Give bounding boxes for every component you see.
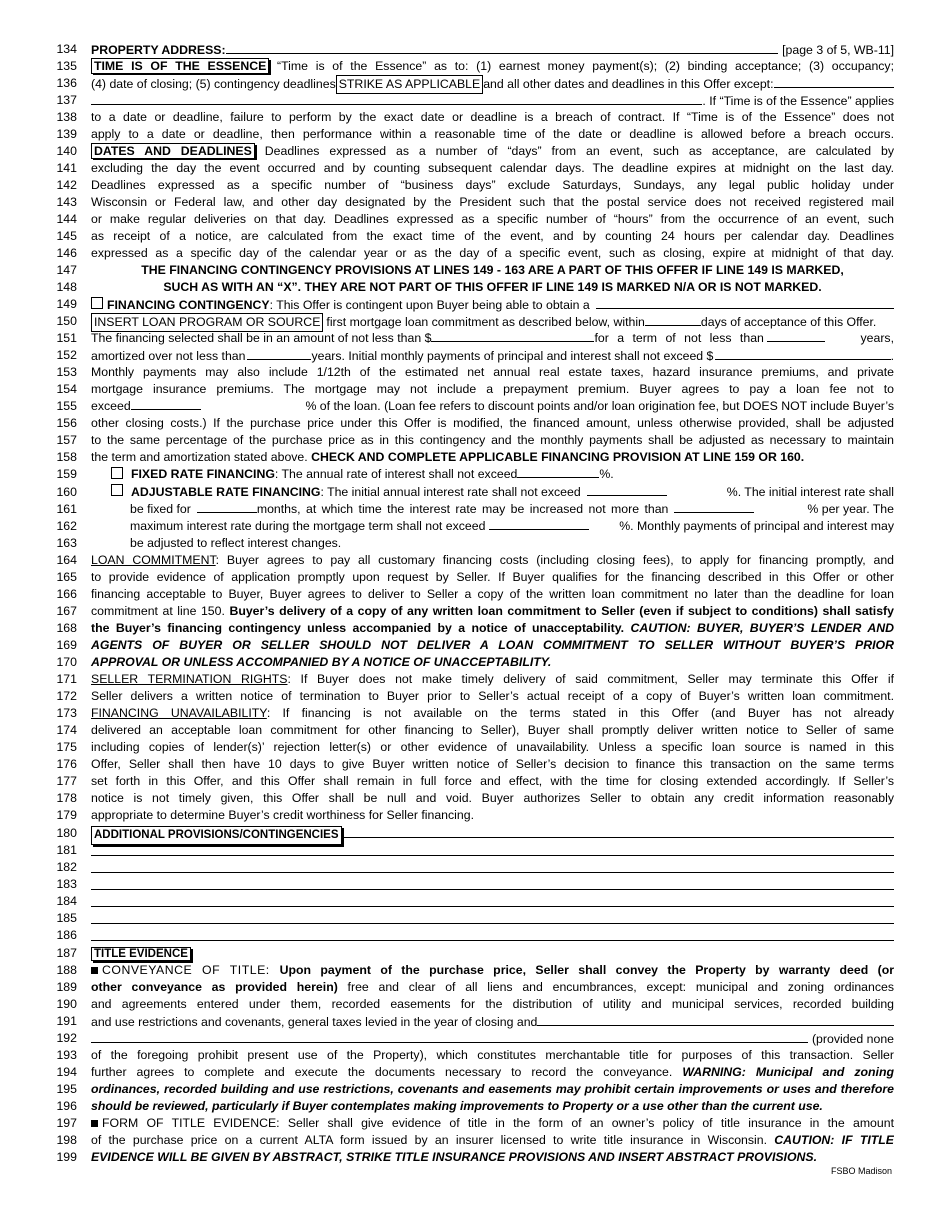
line-text: days of acceptance of this Offer. xyxy=(700,315,877,329)
line-148 xyxy=(55,279,894,296)
line-166 xyxy=(55,586,894,603)
footer-label: FSBO Madison xyxy=(830,1166,892,1176)
line-143 xyxy=(55,194,894,211)
line-151 xyxy=(55,330,894,347)
line-number: 194 xyxy=(56,1065,77,1079)
line-text: to the same percentage of the purchase price as in this contingency and the monthly payments shall be adjusted as necessary to maintain xyxy=(91,433,894,447)
line-text: of the purchase price on a current ALTA form issued by an insurer licensed to write title insurance in Wisconsin. xyxy=(91,1133,775,1147)
toe-exceptions-field-cont[interactable] xyxy=(91,92,702,105)
line-text: appropriate to determine Buyer’s credit worthiness for Seller financing. xyxy=(91,808,474,822)
line-number: 140 xyxy=(56,144,77,158)
line-text: % per year. The xyxy=(807,502,894,516)
provisions-blank-line[interactable] xyxy=(91,910,894,924)
line-text: to a date or deadline, failure to perform by the exact date or deadline is a breach of contract. If “Time is of the Essence” does not xyxy=(91,110,894,124)
fixed-months-field[interactable] xyxy=(197,501,257,513)
line-number: 164 xyxy=(56,553,77,567)
insert-loan-program-box: INSERT LOAN PROGRAM OR SOURCE xyxy=(91,313,323,332)
line-179 xyxy=(55,807,894,824)
line-text: be adjusted to reflect interest changes. xyxy=(130,536,342,550)
caution-text: AGENTS OF BUYER OR SELLER SHOULD NOT DELIVER A LOAN COMMITMENT TO SELLER WITHOUT BUYER’S PRIOR xyxy=(91,638,894,652)
line-number: 187 xyxy=(56,946,77,960)
line-number: 143 xyxy=(56,195,77,209)
line-text: notice is not timely given, this Offer shall be null and void. Buyer authorizes Seller to obtain any credit information reasonably xyxy=(91,791,894,805)
line-text: months, at which time the interest rate may be increased not more than xyxy=(256,502,669,516)
caution-text: EVIDENCE WILL BE GIVEN BY ABSTRACT, STRIKE TITLE INSURANCE PROVISIONS AND INSERT ABSTRACT PROVISIONS. xyxy=(91,1150,818,1164)
line-text: and use restrictions and covenants, general taxes levied in the year of closing and xyxy=(91,1015,538,1029)
line-number: 135 xyxy=(56,59,77,73)
line-number: 160 xyxy=(56,485,77,499)
line-text: apply to a date or deadline, then performance within a reasonable time of the date or deadline is allowed before a breach occurs. xyxy=(91,127,894,141)
line-169 xyxy=(55,637,894,654)
line-170 xyxy=(55,654,894,671)
line-165 xyxy=(55,569,894,586)
line-139 xyxy=(55,126,894,143)
provisions-blank-line[interactable] xyxy=(91,893,894,907)
line-text: free and clear of all liens and encumbrances, except: municipal and zoning ordinances xyxy=(337,980,894,994)
provisions-blank-line[interactable] xyxy=(91,842,894,856)
fixed-rate-field[interactable] xyxy=(517,466,599,478)
line-number: 163 xyxy=(56,536,77,550)
line-number: 198 xyxy=(56,1133,77,1147)
line-number: 159 xyxy=(56,467,77,481)
line-text: Deadlines expressed as a number of “days” from an event, such as acceptance, are calculated by xyxy=(254,144,894,158)
line-178 xyxy=(55,790,894,807)
fixed-rate-label: FIXED RATE FINANCING xyxy=(131,467,275,481)
line-text: “Time is of the Essence” as to: (1) earnest money payment(s); (2) binding acceptance; (3) occupancy; xyxy=(269,59,894,73)
property-address-label: PROPERTY ADDRESS: xyxy=(91,43,226,57)
line-text: %. xyxy=(599,467,614,481)
line-number: 157 xyxy=(56,433,77,447)
line-184 xyxy=(55,893,894,910)
line-number: 176 xyxy=(56,757,77,771)
line-145 xyxy=(55,228,894,245)
line-number: 149 xyxy=(56,297,77,311)
line-number: 185 xyxy=(56,911,77,925)
line-text: : The initial annual interest rate shall not exceed xyxy=(320,485,581,499)
line-text: Deadlines expressed as a specific number of “business days” exclude Saturdays, Sundays, any legal public holiday under xyxy=(91,178,894,192)
line-number: 151 xyxy=(56,331,77,345)
line-154 xyxy=(55,381,894,398)
line-number: 141 xyxy=(56,161,77,175)
line-196 xyxy=(55,1098,894,1115)
line-number: 137 xyxy=(56,93,77,107)
loan-commitment-heading: LOAN COMMITMENT xyxy=(91,553,216,567)
line-191 xyxy=(55,1013,894,1030)
line-number: 166 xyxy=(56,587,77,601)
line-text: The financing selected shall be in an amount of not less than $ xyxy=(91,331,432,345)
title-exceptions-field-cont[interactable] xyxy=(91,1030,808,1043)
toe-exceptions-field[interactable] xyxy=(774,75,894,88)
line-140 xyxy=(55,143,894,160)
line-167 xyxy=(55,603,894,620)
line-text: commitment at line 150. xyxy=(91,604,230,618)
line-text: the term and amortization stated above. xyxy=(91,450,312,464)
warning-text: WARNING: Municipal and zoning xyxy=(682,1065,894,1079)
line-number: 154 xyxy=(56,382,77,396)
line-138 xyxy=(55,109,894,126)
warning-text: should be reviewed, particularly if Buyer contemplates making improvements to Property or a use other than the current use. xyxy=(91,1099,823,1113)
line-157 xyxy=(55,432,894,449)
line-number: 136 xyxy=(56,76,77,90)
line-number: 195 xyxy=(56,1082,77,1096)
amortization-field[interactable] xyxy=(247,348,311,360)
line-number: 178 xyxy=(56,791,77,805)
line-number: 156 xyxy=(56,416,77,430)
line-number: 153 xyxy=(56,365,77,379)
line-number: 148 xyxy=(56,280,77,294)
days-commitment-field[interactable] xyxy=(645,314,701,326)
line-149 xyxy=(55,296,894,313)
initial-rate-field[interactable] xyxy=(587,484,667,496)
line-168 xyxy=(55,620,894,637)
line-162 xyxy=(55,518,894,535)
line-198 xyxy=(55,1132,894,1149)
line-number: 186 xyxy=(56,928,77,942)
conveyance-label: CONVEYANCE OF TITLE: xyxy=(102,963,280,977)
line-136 xyxy=(55,75,894,92)
line-171 xyxy=(55,671,894,688)
line-194 xyxy=(55,1064,894,1081)
line-text: amortized over not less than xyxy=(91,349,246,363)
line-156 xyxy=(55,415,894,432)
line-text: (provided none xyxy=(811,1032,894,1046)
line-147 xyxy=(55,262,894,279)
financing-notice-line2: SUCH AS WITH AN “X”. THEY ARE NOT PART OF THIS OFFER IF LINE 149 IS MARKED N/A OR IS NOT MARKED. xyxy=(163,280,822,294)
line-195 xyxy=(55,1081,894,1098)
title-exceptions-field[interactable] xyxy=(537,1013,894,1026)
line-197 xyxy=(55,1115,894,1132)
line-158 xyxy=(55,449,894,466)
line-text: set forth in this Offer, and this Offer shall remain in full force and effect, with the time for closing extended accordingly. If Seller’s xyxy=(91,774,894,788)
line-150 xyxy=(55,313,894,330)
title-evidence-heading: TITLE EVIDENCE xyxy=(91,947,191,961)
line-number: 155 xyxy=(56,399,77,413)
monthly-payment-field[interactable] xyxy=(715,347,890,360)
property-address-field[interactable] xyxy=(226,41,779,54)
line-text: including copies of lender(s)’ rejection letter(s) or other evidence of unavailability. Unless a specific loan source is named in this xyxy=(91,740,894,754)
line-number: 142 xyxy=(56,178,77,192)
line-number: 191 xyxy=(56,1014,77,1028)
line-text: years. Initial monthly payments of principal and interest shall not exceed $ xyxy=(311,349,714,363)
financing-notice-line1: THE FINANCING CONTINGENCY PROVISIONS AT LINES 149 - 163 ARE A PART OF THIS OFFER IF LINE 149 IS MARKED, xyxy=(141,263,844,277)
seller-termination-heading: SELLER TERMINATION RIGHTS xyxy=(91,672,288,686)
line-190 xyxy=(55,996,894,1013)
line-141 xyxy=(55,160,894,177)
line-183 xyxy=(55,876,894,893)
caution-text: CAUTION: IF TITLE xyxy=(774,1133,894,1147)
line-number: 134 xyxy=(56,42,77,56)
line-text: : The annual rate of interest shall not exceed xyxy=(274,467,518,481)
caution-text: APPROVAL OR UNLESS ACCOMPANIED BY A NOTICE OF UNACCEPTABILITY. xyxy=(91,655,552,669)
fixed-rate-checkbox[interactable] xyxy=(111,467,123,479)
line-192 xyxy=(55,1030,894,1047)
line-number: 138 xyxy=(56,110,77,124)
line-144 xyxy=(55,211,894,228)
line-number: 161 xyxy=(56,502,77,516)
line-199 xyxy=(55,1149,894,1166)
loan-fee-field[interactable] xyxy=(131,398,201,410)
line-text: . xyxy=(890,349,894,363)
line-159 xyxy=(55,466,894,483)
line-text: : If financing is not available on the terms stated in this Offer (and Buyer has not already xyxy=(266,706,894,720)
page-reference: [page 3 of 5, WB-11] xyxy=(782,43,894,57)
line-number: 196 xyxy=(56,1099,77,1113)
additional-provisions-heading: ADDITIONAL PROVISIONS/CONTINGENCIES xyxy=(91,826,342,845)
line-number: 139 xyxy=(56,127,77,141)
line-number: 170 xyxy=(56,655,77,669)
line-text: Seller delivers a written notice of termination to Buyer prior to Seller’s actual receipt of a copy of Buyer’s written loan commitment. xyxy=(91,689,894,703)
line-188 xyxy=(55,962,894,979)
line-number: 152 xyxy=(56,348,77,362)
line-number: 174 xyxy=(56,723,77,737)
line-number: 184 xyxy=(56,894,77,908)
line-number: 197 xyxy=(56,1116,77,1130)
adjustable-rate-checkbox[interactable] xyxy=(111,484,123,496)
line-180 xyxy=(55,825,894,842)
line-text: as receipt of a notice, are calculated from the exact time of the event, and by counting 24 hours per calendar day. Deadlines xyxy=(91,229,894,243)
line-181 xyxy=(55,842,894,859)
line-160 xyxy=(55,484,894,501)
line-text: years, xyxy=(860,331,894,345)
line-text: the Buyer’s financing contingency unless accompanied by a notice of unacceptability. xyxy=(91,621,631,635)
line-number: 181 xyxy=(56,843,77,857)
line-text: and all other dates and deadlines in this Offer except: xyxy=(483,77,774,91)
rate-increase-field[interactable] xyxy=(674,501,754,513)
line-number: 193 xyxy=(56,1048,77,1062)
line-number: 169 xyxy=(56,638,77,652)
line-number: 158 xyxy=(56,450,77,464)
line-number: 146 xyxy=(56,246,77,260)
provisions-blank-line[interactable] xyxy=(91,876,894,890)
line-number: 175 xyxy=(56,740,77,754)
line-text: other conveyance as provided herein) xyxy=(91,980,338,994)
line-number: 190 xyxy=(56,997,77,1011)
line-text: and agreements entered under them, recorded easements for the distribution of utility and municipal services, recorded building xyxy=(91,997,894,1011)
line-number: 168 xyxy=(56,621,77,635)
line-text: % of the loan. (Loan fee refers to discount points and/or loan origination fee, but DOES NOT include Buyer’s xyxy=(305,399,894,413)
bullet-icon xyxy=(91,967,98,974)
time-essence-heading: TIME IS OF THE ESSENCE xyxy=(91,58,269,74)
line-number: 183 xyxy=(56,877,77,891)
line-text: excluding the day the event occurred and by counting subsequent calendar days. The deadline expires at midnight on the last day. xyxy=(91,161,894,175)
line-number: 192 xyxy=(56,1031,77,1045)
line-number: 145 xyxy=(56,229,77,243)
line-134 xyxy=(55,41,894,58)
line-number: 177 xyxy=(56,774,77,788)
line-text: : Buyer agrees to pay all customary financing costs (including closing fees), to apply for financing promptly, and xyxy=(215,553,894,567)
line-text: other closing costs.) If the purchase price under this Offer is modified, the financed amount, unless otherwise provided, shall be adjusted xyxy=(91,416,894,430)
line-text: maximum interest rate during the mortgage term shall not exceed xyxy=(130,519,486,533)
line-text: Buyer’s delivery of a copy of any written loan commitment to Seller (even if subject to conditions) shall satisfy xyxy=(229,604,894,618)
line-number: 199 xyxy=(56,1150,77,1164)
line-182 xyxy=(55,859,894,876)
line-text: : If Buyer does not make timely delivery of said commitment, Seller may terminate this Offer if xyxy=(287,672,894,686)
line-text: to provide evidence of application promptly upon request by Seller. If Buyer qualifies for the financing described in this Offer or other xyxy=(91,570,894,584)
line-185 xyxy=(55,910,894,927)
line-text: Upon payment of the purchase price, Seller shall convey the Property by warranty deed (or xyxy=(279,963,894,977)
line-177 xyxy=(55,773,894,790)
line-text: of the foregoing prohibit present use of the Property), which constitutes merchantable title for purposes of this transaction. Seller xyxy=(91,1048,894,1062)
line-text: Offer, Seller shall then have 10 days to give Buyer written notice of Seller’s decision to finance this transaction on the same terms xyxy=(91,757,894,771)
strike-as-applicable-box: STRIKE AS APPLICABLE xyxy=(336,75,483,94)
financing-contingency-label: FINANCING CONTINGENCY xyxy=(107,298,270,312)
line-text: be fixed for xyxy=(130,502,191,516)
bullet-icon xyxy=(91,1120,98,1127)
line-173 xyxy=(55,705,894,722)
line-189 xyxy=(55,979,894,996)
provisions-blank-line[interactable] xyxy=(91,927,894,941)
additional-provisions-field[interactable] xyxy=(342,825,894,838)
line-193 xyxy=(55,1047,894,1064)
line-text: or make regular deliveries on that day. Deadlines expressed as a specific number of “hours” from the occurrence of an event, such xyxy=(91,212,894,226)
line-135 xyxy=(55,58,894,75)
line-number: 147 xyxy=(56,263,77,277)
line-text: FORM OF TITLE EVIDENCE: Seller shall give evidence of title in the form of an owner’s policy of title insurance in the amount xyxy=(102,1116,894,1130)
line-number: 165 xyxy=(56,570,77,584)
line-text: : This Offer is contingent upon Buyer being able to obtain a xyxy=(269,298,590,312)
line-176 xyxy=(55,756,894,773)
line-172 xyxy=(55,688,894,705)
line-number: 167 xyxy=(56,604,77,618)
line-155 xyxy=(55,398,894,415)
line-text: %. The initial interest rate shall xyxy=(726,485,894,499)
line-text: (4) date of closing; (5) contingency deadlines xyxy=(91,77,336,91)
line-187 xyxy=(55,945,894,962)
line-175 xyxy=(55,739,894,756)
warning-text: ordinances, recorded building and use restrictions, covenants and easements may prohibit certain improvements or uses and therefore xyxy=(91,1082,894,1096)
line-number: 188 xyxy=(56,963,77,977)
line-text: first mortgage loan commitment as described below, within xyxy=(326,315,645,329)
line-text: further agrees to complete and execute the documents necessary to record the conveyance. xyxy=(91,1065,683,1079)
check-complete-instruction: CHECK AND COMPLETE APPLICABLE FINANCING PROVISION AT LINE 159 OR 160. xyxy=(311,450,805,464)
line-174 xyxy=(55,722,894,739)
line-text: Wisconsin or Federal law, and other day designated by the President such that the postal service does not received registered mail xyxy=(91,195,894,209)
line-number: 180 xyxy=(56,826,77,840)
line-146 xyxy=(55,245,894,262)
line-163 xyxy=(55,535,894,552)
line-186 xyxy=(55,927,894,944)
line-137 xyxy=(55,92,894,109)
line-161 xyxy=(55,501,894,518)
line-text: expressed as a specific day of the calendar year or as the day of a specific event, such as closing, expire at midnight of that day. xyxy=(91,246,894,260)
financing-unavailability-heading: FINANCING UNAVAILABILITY xyxy=(91,706,267,720)
line-text: . If “Time is of the Essence” applies xyxy=(702,94,894,108)
line-number: 173 xyxy=(56,706,77,720)
line-164 xyxy=(55,552,894,569)
line-number: 171 xyxy=(56,672,77,686)
line-number: 150 xyxy=(56,314,77,328)
line-number: 172 xyxy=(56,689,77,703)
line-152 xyxy=(55,347,894,364)
max-rate-field[interactable] xyxy=(489,518,589,530)
loan-amount-field[interactable] xyxy=(431,330,594,342)
line-number: 162 xyxy=(56,519,77,533)
line-text: financing acceptable to Buyer, Buyer agrees to deliver to Seller a copy of the written loan commitment no later than the deadline for loan xyxy=(91,587,894,601)
line-number: 179 xyxy=(56,808,77,822)
adjustable-rate-label: ADJUSTABLE RATE FINANCING xyxy=(131,485,321,499)
financing-contingency-checkbox[interactable] xyxy=(91,297,103,309)
caution-text: CAUTION: BUYER, BUYER’S LENDER AND xyxy=(630,621,894,635)
line-153 xyxy=(55,364,894,381)
line-number: 189 xyxy=(56,980,77,994)
line-text: mortgage insurance premiums. The mortgage may not include a prepayment premium. Buyer agrees to pay a loan fee not to xyxy=(91,382,894,396)
dates-deadlines-heading: DATES AND DEADLINES xyxy=(91,143,255,159)
line-text: exceed xyxy=(91,399,131,413)
line-text: Monthly payments may also include 1/12th of the estimated net annual real estate taxes, hazard insurance premiums, and private xyxy=(91,365,894,379)
line-number: 144 xyxy=(56,212,77,226)
line-142 xyxy=(55,177,894,194)
loan-program-field[interactable] xyxy=(596,296,894,309)
provisions-blank-line[interactable] xyxy=(91,859,894,873)
line-number: 182 xyxy=(56,860,77,874)
line-text: for a term of not less than xyxy=(594,331,764,345)
loan-term-field[interactable] xyxy=(767,330,825,342)
line-text: %. Monthly payments of principal and interest may xyxy=(619,519,894,533)
line-text: delivered an acceptable loan commitment for other financing to Seller), Buyer shall promptly deliver written notice to Seller of same xyxy=(91,723,894,737)
